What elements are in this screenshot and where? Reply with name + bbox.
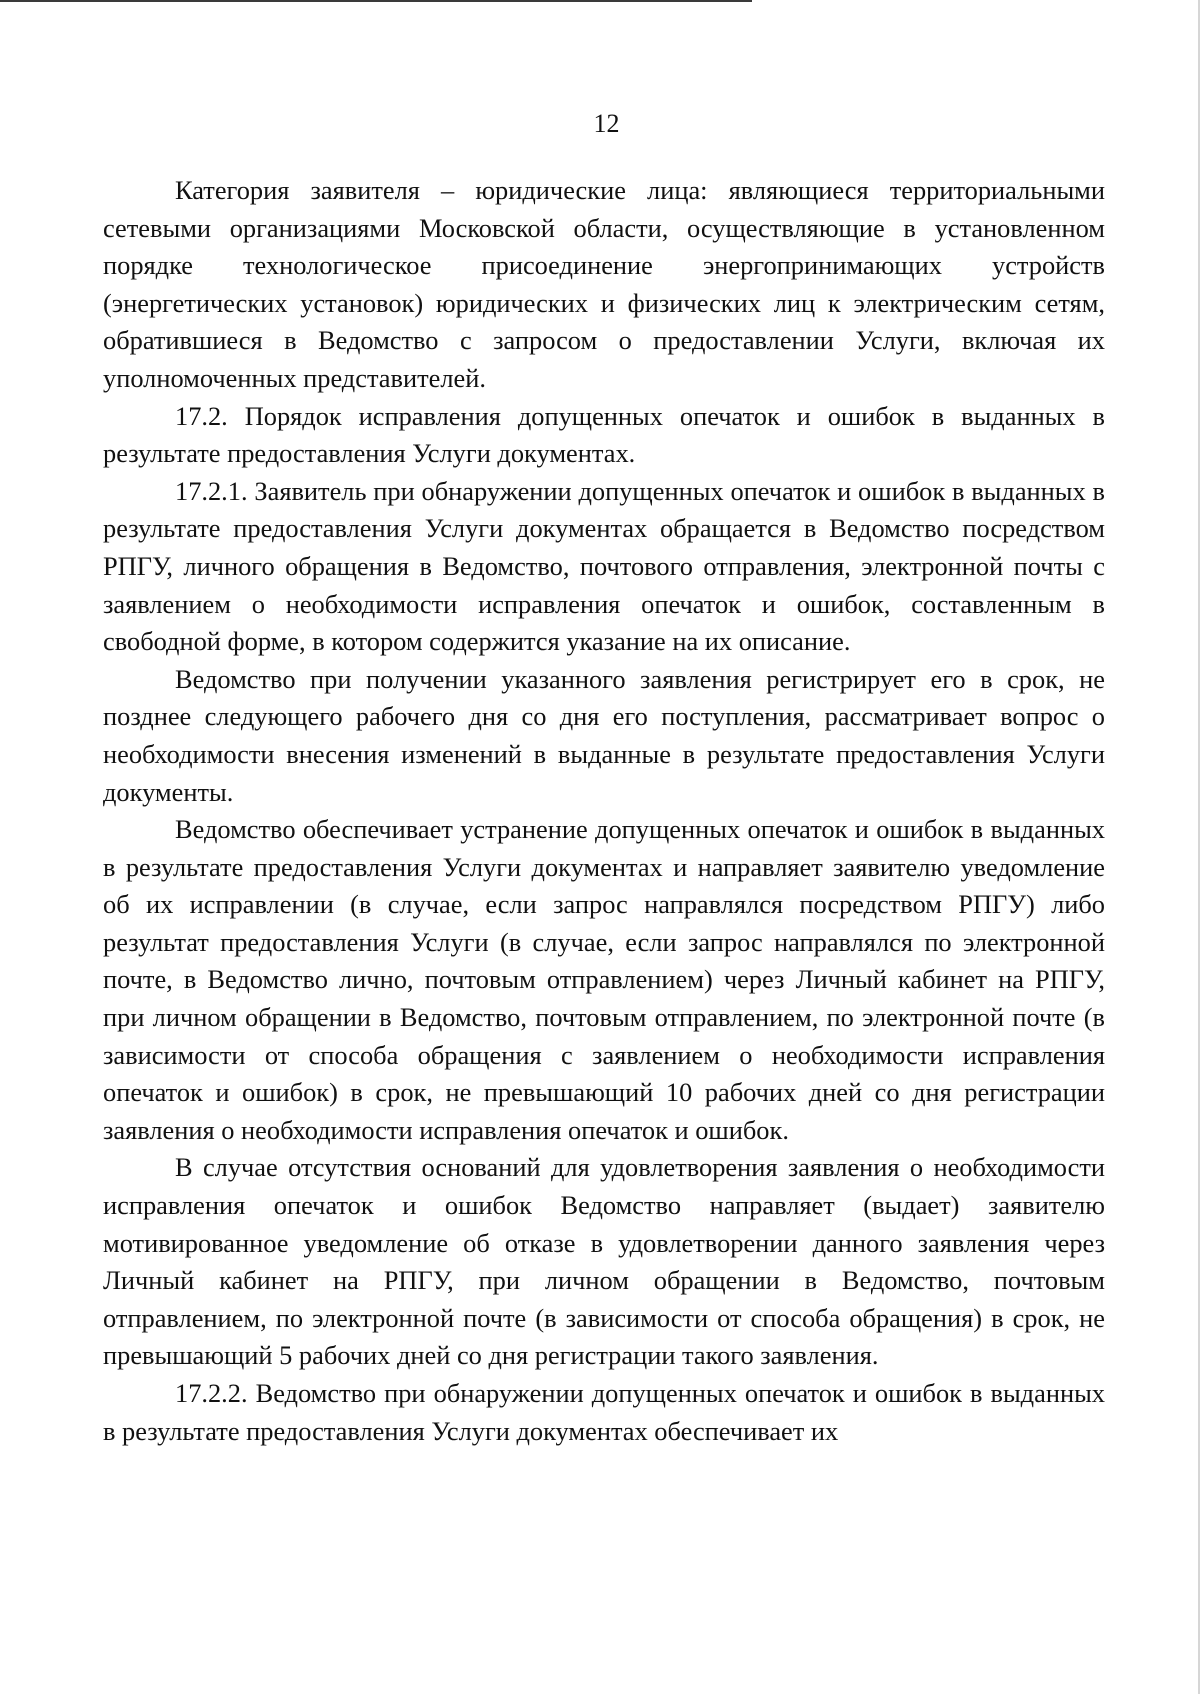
paragraph-section-17-2-2: 17.2.2. Ведомство при обнаружении допущенных опечаток и ошибок в выданных в результате предоставления Услуги документах обеспечивает их [103,1378,1105,1446]
paragraph-section-17-2: 17.2. Порядок исправления допущенных опечаток и ошибок в выданных в результате предоставления Услуги документах. [103,400,1105,469]
paragraph-correction: Ведомство обеспечивает устранение допущенных опечаток и ошибок в выданных в результате предоставления Услуги документах и направляет заявителю уведомление об их исправлении (в случае, если запрос направлялся посредством РПГУ) либо результат предоставления Услуги (в случае, если запрос направлялся по электронной почте, в Ведомство лично, почтовым отправлением) через Личный кабинет на РПГУ, при личном обращении в Ведомство, почтовым отправлением, по электронной почте (в зависимости от способа обращения с заявлением о необходимости исправления опечаток и ошибок) в срок, не превышающий 10 рабочих дней со дня регистрации заявления о необходимости исправления опечаток и ошибок. [103,814,1105,1145]
paragraph-refusal: В случае отсутствия оснований для удовлетворения заявления о необходимости исправления опечаток и ошибок Ведомство направляет (выдает) заявителю мотивированное уведомление об отказе в удовлетворении данного заявления через Личный кабинет на РПГУ, при личном обращении в Ведомство, почтовым отправлением, по электронной почте (в зависимости от способа обращения) в срок, не превышающий 5 рабочих дней со дня регистрации такого заявления. [103,1152,1105,1371]
paragraph-registration: Ведомство при получении указанного заявления регистрирует его в срок, не позднее следующего рабочего дня со дня его поступления, рассматривает вопрос о необходимости внесения изменений в выданные в результате предоставления Услуги документы. [103,663,1105,807]
paragraph-section-17-2-1: 17.2.1. Заявитель при обнаружении допущенных опечаток и ошибок в выданных в результате предоставления Услуги документах обращается в Ведомство посредством РПГУ, личного обращения в Ведомство, почтового отправления, электронной почты с заявлением о необходимости исправления опечаток и ошибок, составленным в свободной форме, в котором содержится указание на их описание. [103,475,1105,657]
document-body [103,172,1105,1450]
top-rule [0,0,752,2]
page-number: 12 [593,109,620,138]
paragraph-applicant-category: Категория заявителя – юридические лица: являющиеся территориальными сетевыми организациями Московской области, осуществляющие в установленном порядке технологическое присоединение энергопринимающих устройств (энергетических установок) юридических и физических лиц к электрическим сетям, обратившиеся в Ведомство с запросом о предоставлении Услуги, включая их уполномоченных представителей. [103,175,1105,393]
